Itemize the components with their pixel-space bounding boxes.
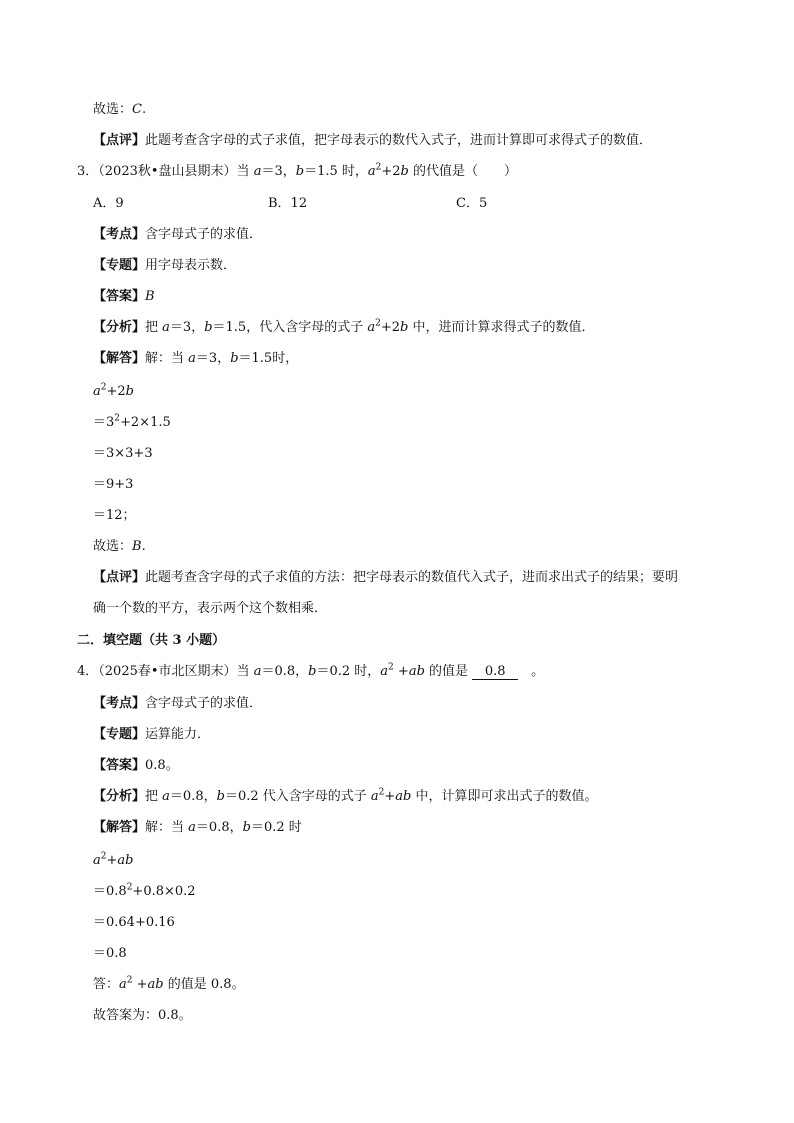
q4-kaodian: 【考点】含字母式子的求值． [93,696,263,711]
q2-choice-line: 故选：C. [93,102,147,117]
q3-zhuanti: 【专题】用字母表示数． [93,258,237,273]
q3-step-3: ＝3×3+3 [93,446,153,461]
q4-jieda: 【解答】解：当 a＝0.8，b＝0.2 时 [93,820,302,835]
q3-kaodian: 【考点】含字母式子的求值． [93,227,263,242]
q3-answer: 【答案】B [93,289,155,304]
q3-choice-line: 故选：B. [93,539,146,554]
q3-jieda: 【解答】解：当 a＝3，b＝1.5时， [93,351,299,366]
q3-option-c: C．5 [456,196,488,211]
q3-stem: 3．（2023秋•盘山县期末）当 a＝3，b＝1.5 时，$a^2+2b$ 的代值是（ ） [77,162,518,179]
q3-review-line-2: 确一个数的平方，表示两个这个数相乘． [93,601,328,616]
q3-step-5: ＝12； [93,508,136,523]
answer-blank: 0.8 [472,664,518,680]
q4-stem: 4．（2025春•市北区期末）当 a＝0.8，b＝0.2 时，$a^2 +ab$ 的值是 0.8 。 [77,662,545,679]
q4-final-line: 故答案为：0.8。 [93,1008,192,1023]
q4-step-1: $a^2+ab$ [93,851,134,868]
q3-step-4: ＝9+3 [93,477,134,492]
q4-step-2: $=0.8^2+0.8\times 0.2$ [93,882,196,899]
q3-fenxi: 【分析】把 a＝3，b＝1.5，代入含字母的式子 $a^2+2b$ 中，进而计算求得式子的数值． [93,318,595,335]
q3-review-line-1: 【点评】此题考查含字母的式子求值的方法：把字母表示的数值代入式子，进而求出式子的结果；要明 [93,570,679,585]
q2-review-line: 【点评】此题考查含字母的式子求值，把字母表示的数代入式子，进而计算即可求得式子的数值． [93,133,653,148]
section-title: 二．填空题（共 3 小题） [77,633,226,648]
q3-option-a: A．9 [93,196,124,211]
q4-step-4: ＝0.8 [93,946,127,961]
q4-answer: 【答案】0.8。 [93,758,179,773]
q3-step-1: $a^2+2b$ [93,382,134,399]
q3-step-2: $=3^2+2\times 1.5$ [93,413,171,430]
q4-step-3: ＝0.64+0.16 [93,915,175,930]
q3-option-b: B．12 [268,196,308,211]
q4-fenxi: 【分析】把 a＝0.8，b＝0.2 代入含字母的式子 $a^2+ab$ 中，计算即可求出式子的数值。 [93,787,598,804]
q4-zhuanti: 【专题】运算能力． [93,727,211,742]
q4-da-line: 答：$a^2 +ab$ 的值是 0.8。 [93,975,245,992]
